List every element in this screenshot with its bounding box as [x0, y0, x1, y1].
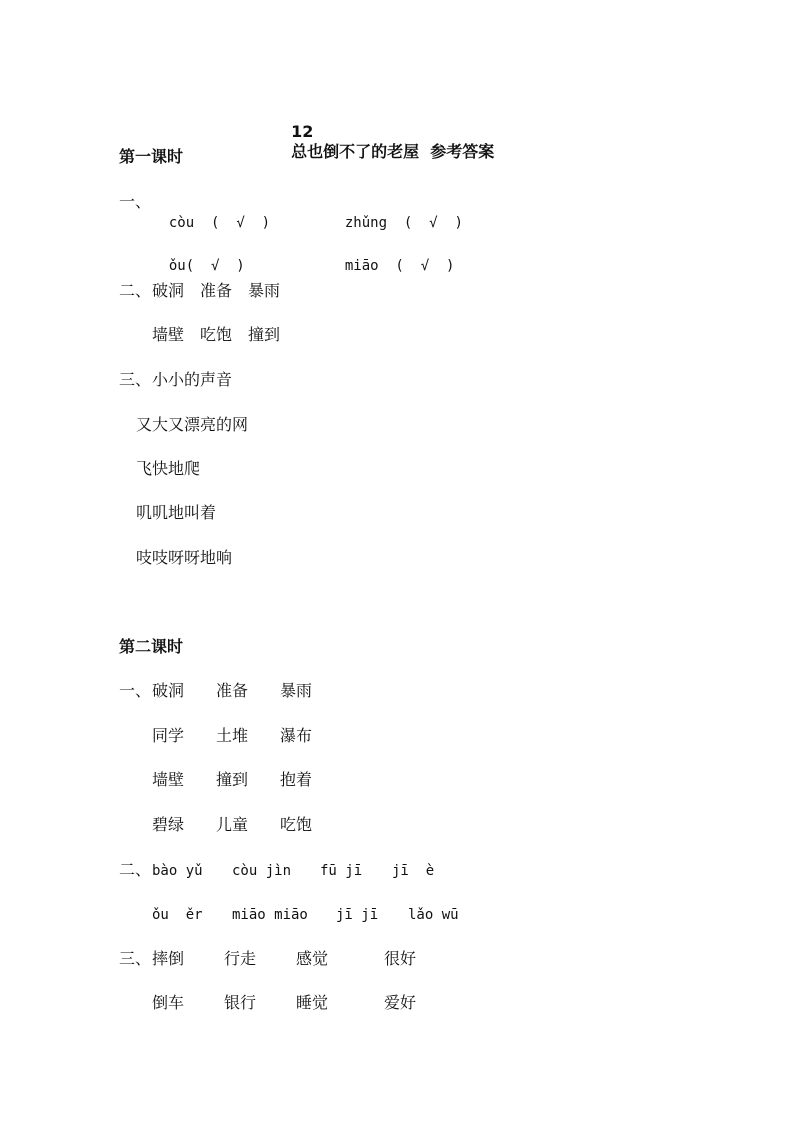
word: 土堆 — [216, 726, 249, 745]
pinyin: còu — [168, 215, 195, 231]
pinyin: jī è — [392, 863, 435, 879]
l1-q1-item: ǒu( √ ) — [168, 258, 245, 274]
title-number: 12 — [291, 122, 314, 141]
l1-q2-marker: 二、 — [119, 281, 152, 300]
title-text: 总也倒不了的老屋 — [291, 142, 420, 161]
check-mark: √ — [420, 258, 430, 274]
word: 瀑布 — [280, 726, 313, 745]
pinyin: bào yǔ — [152, 863, 203, 879]
word: 破洞 — [152, 681, 185, 700]
lesson1-heading: 第一课时 — [119, 147, 184, 166]
answer-line: 飞快地爬 — [136, 459, 201, 478]
word: 倒车 — [152, 993, 185, 1012]
word: 墙壁 — [152, 770, 185, 789]
pinyin: miāo miāo — [232, 907, 308, 923]
word: 准备 — [200, 281, 233, 300]
word: 撞到 — [216, 770, 249, 789]
word: 同学 — [152, 726, 185, 745]
word: 准备 — [216, 681, 249, 700]
word: 很好 — [384, 949, 417, 968]
word: 摔倒 — [152, 949, 185, 968]
word: 抱着 — [280, 770, 313, 789]
word: 墙壁 — [152, 325, 185, 344]
pinyin: miāo — [344, 258, 379, 274]
l1-q3-marker: 三、 — [119, 370, 152, 389]
l2-q2-marker: 二、 — [119, 860, 152, 879]
word: 银行 — [224, 993, 257, 1012]
lesson2-heading: 第二课时 — [119, 637, 184, 656]
word: 感觉 — [296, 949, 329, 968]
pinyin: còu jìn — [232, 863, 292, 879]
word: 撞到 — [248, 325, 281, 344]
check-mark: √ — [211, 258, 220, 274]
title-suffix: 参考答案 — [430, 142, 495, 161]
pinyin: lǎo wū — [408, 907, 459, 923]
check-mark: √ — [429, 215, 438, 231]
word: 爱好 — [384, 993, 417, 1012]
l2-q3-marker: 三、 — [119, 949, 152, 968]
answer-line: 叽叽地叫着 — [136, 503, 217, 522]
answer-line: 又大又漂亮的网 — [136, 415, 249, 434]
pinyin: ǒu — [168, 258, 186, 274]
word: 破洞 — [152, 281, 185, 300]
word: 吃饱 — [280, 815, 313, 834]
page-title — [280, 102, 494, 162]
word: 行走 — [224, 949, 257, 968]
l1-q1-item: miāo ( √ ) — [344, 258, 455, 274]
check-mark: √ — [236, 215, 245, 231]
l1-q1-item: zhǔng ( √ ) — [344, 215, 463, 231]
l2-q1-marker: 一、 — [119, 681, 152, 700]
l1-q1-item: còu ( √ ) — [168, 215, 271, 231]
word: 吃饱 — [200, 325, 233, 344]
word: 睡觉 — [296, 993, 329, 1012]
pinyin: ǒu ěr — [152, 907, 203, 923]
answer-line: 小小的声音 — [152, 370, 233, 389]
pinyin: fū jī — [320, 863, 363, 879]
word: 儿童 — [216, 815, 249, 834]
pinyin: zhǔng — [344, 215, 388, 231]
l1-q1-marker: 一、 — [119, 192, 152, 211]
pinyin: jī jī — [336, 907, 379, 923]
word: 暴雨 — [248, 281, 281, 300]
word: 碧绿 — [152, 815, 185, 834]
answer-line: 吱吱呀呀地响 — [136, 548, 233, 567]
word: 暴雨 — [280, 681, 313, 700]
